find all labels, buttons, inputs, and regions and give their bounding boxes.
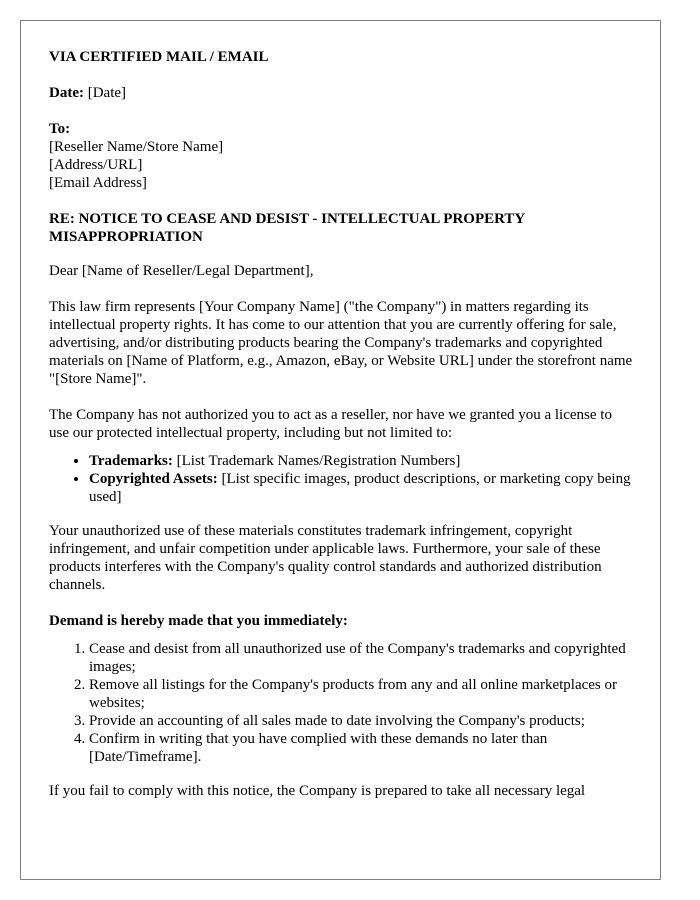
date-value: [Date]: [87, 85, 127, 101]
paragraph-not-authorized: The Company has not authorized you to act as a reseller, nor have we granted you a license to use our protected intellectual property, including but not limited to:: [49, 407, 612, 441]
demands-list: [49, 640, 633, 766]
delivery-method: VIA CERTIFIED MAIL / EMAIL: [49, 49, 269, 65]
paragraph-infringement: Your unauthorized use of these materials constitutes trademark infringement, copyright infringement, and unfair competition under applicable laws. Furthermore, your sale of these products interferes with the Company's quality control standards and authorized distribution channels.: [49, 523, 602, 593]
demand-heading-text: Demand is hereby made that you immediately:: [49, 613, 348, 629]
demand-heading: [49, 612, 633, 630]
demand-item: 3. Provide an accounting of all sales made to date involving the Company's products;: [89, 712, 633, 730]
ip-list: [49, 452, 633, 506]
date-label: Date:: [49, 85, 84, 101]
subject-line: RE: NOTICE TO CEASE AND DESIST - INTELLECTUAL PROPERTY MISAPPROPRIATION: [49, 211, 525, 245]
copyrighted-assets-label: Copyrighted Assets:: [89, 471, 218, 487]
paragraph-representation: This law firm represents [Your Company Name] ("the Company") in matters regarding its intellectual property rights. It has come to our attention that you are currently offering for sale, advertising, and/or distributing products bearing the Company's trademarks and copyrighted materials on [Name of Platform, e.g., Amazon, eBay, or Website URL] under the storefront name "[Store Name]".: [49, 299, 633, 387]
demand-item: 4. Confirm in writing that you have complied with these demands no later than [Date/Timeframe].: [89, 730, 633, 766]
list-item-copyrighted-assets: [89, 470, 633, 506]
recipient-block: [49, 120, 633, 192]
letter-page: [20, 20, 661, 880]
demand-item: 1. Cease and desist from all unauthorized use of the Company's trademarks and copyrighted images;: [89, 640, 633, 676]
recipient-name: [Reseller Name/Store Name]: [49, 139, 224, 155]
demand-item: 2. Remove all listings for the Company's products from any and all online marketplaces or websites;: [89, 676, 633, 712]
salutation: Dear [Name of Reseller/Legal Department],: [49, 263, 314, 279]
paragraph-consequences: If you fail to comply with this notice, the Company is prepared to take all necessary legal: [49, 783, 586, 799]
trademarks-label: Trademarks:: [89, 453, 173, 469]
trademarks-text: [List Trademark Names/Registration Numbers]: [172, 453, 461, 469]
list-item-trademarks: [89, 452, 633, 470]
date-line: [49, 84, 633, 102]
recipient-email: [Email Address]: [49, 175, 147, 191]
letter-body: [49, 48, 633, 818]
copyrighted-assets-text: [List specific images, product descriptions, or marketing copy being used]: [89, 471, 631, 505]
to-label: To:: [49, 121, 71, 137]
recipient-address: [Address/URL]: [49, 157, 143, 173]
